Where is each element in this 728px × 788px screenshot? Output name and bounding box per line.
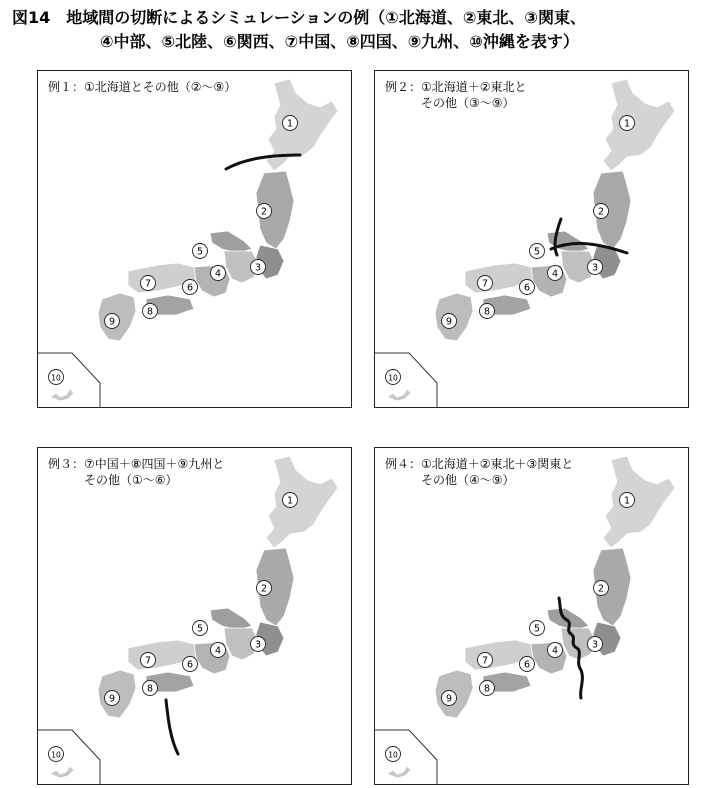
marker-number: 3	[591, 639, 599, 651]
marker-number: 7	[144, 655, 152, 667]
region-number-marker	[386, 370, 401, 385]
figure-title-line1: 図14 地域間の切断によるシミュレーションの例（①北海道、②東北、③関東、	[12, 8, 586, 27]
marker-number: 2	[260, 206, 268, 218]
marker-number: 8	[483, 306, 491, 318]
region-number-marker	[620, 116, 635, 131]
marker-number: 1	[623, 495, 631, 507]
marker-number: 9	[108, 316, 116, 328]
region-number-marker	[105, 314, 120, 329]
panel-example-3	[37, 447, 352, 785]
okinawa-inset-frame	[375, 730, 437, 784]
marker-number: 8	[483, 683, 491, 695]
region-number-marker	[594, 581, 609, 596]
japan-map	[375, 448, 688, 784]
region-number-marker	[588, 260, 603, 275]
marker-number: 10	[388, 373, 398, 383]
marker-number: 6	[523, 282, 531, 294]
region-number-marker	[548, 266, 563, 281]
panel-caption	[385, 79, 527, 111]
marker-number: 5	[533, 246, 541, 258]
region-hokkaido	[603, 79, 675, 171]
marker-number: 1	[286, 118, 294, 130]
marker-number: 3	[254, 262, 262, 274]
region-number-marker	[283, 493, 298, 508]
marker-number: 9	[445, 316, 453, 328]
marker-number: 3	[591, 262, 599, 274]
region-number-marker	[520, 280, 535, 295]
region-number-marker	[183, 280, 198, 295]
marker-number: 1	[286, 495, 294, 507]
marker-number: 2	[597, 583, 605, 595]
okinawa-inset-frame	[38, 353, 100, 407]
region-hokuriku	[210, 231, 252, 253]
region-okinawa	[50, 766, 74, 778]
marker-number: 10	[388, 750, 398, 760]
region-number-marker	[442, 314, 457, 329]
panel-example-2	[374, 70, 689, 408]
marker-number: 4	[551, 268, 559, 280]
region-number-marker	[141, 653, 156, 668]
region-number-marker	[480, 304, 495, 319]
marker-number: 8	[146, 306, 154, 318]
region-number-marker	[478, 653, 493, 668]
region-number-marker	[588, 637, 603, 652]
region-number-marker	[211, 266, 226, 281]
region-number-marker	[105, 691, 120, 706]
cut-line	[166, 700, 178, 754]
okinawa-inset-frame	[38, 730, 100, 784]
marker-number: 1	[623, 118, 631, 130]
figure-title	[12, 6, 718, 54]
region-number-marker	[183, 657, 198, 672]
caption-line2: その他（④～⑨）	[421, 473, 515, 487]
marker-number: 5	[533, 623, 541, 635]
japan-map	[375, 71, 688, 407]
caption-line1: 例２：①北海道＋②東北と	[385, 80, 527, 94]
caption-line2: その他（③～⑨）	[421, 96, 515, 110]
marker-number: 6	[523, 659, 531, 671]
region-okinawa	[50, 389, 74, 401]
region-number-marker	[480, 681, 495, 696]
region-number-marker	[478, 276, 493, 291]
marker-number: 2	[597, 206, 605, 218]
region-number-marker	[548, 643, 563, 658]
marker-number: 7	[144, 278, 152, 290]
region-number-marker	[193, 244, 208, 259]
panel-caption	[385, 456, 573, 488]
region-number-marker	[520, 657, 535, 672]
region-number-marker	[251, 637, 266, 652]
panel-example-4	[374, 447, 689, 785]
region-number-marker	[143, 304, 158, 319]
marker-number: 7	[481, 655, 489, 667]
marker-number: 9	[445, 693, 453, 705]
region-hokuriku	[210, 608, 252, 630]
marker-number: 9	[108, 693, 116, 705]
region-okinawa	[387, 766, 411, 778]
marker-number: 7	[481, 278, 489, 290]
japan-map	[38, 71, 351, 407]
marker-number: 5	[196, 623, 204, 635]
region-number-marker	[386, 747, 401, 762]
caption-line1: 例３：⑦中国＋⑧四国＋⑨九州と	[48, 457, 225, 471]
marker-number: 4	[214, 645, 222, 657]
region-number-marker	[620, 493, 635, 508]
region-number-marker	[49, 747, 64, 762]
region-number-marker	[442, 691, 457, 706]
panel-caption	[48, 456, 224, 488]
marker-number: 4	[214, 268, 222, 280]
region-number-marker	[283, 116, 298, 131]
region-number-marker	[530, 621, 545, 636]
region-number-marker	[49, 370, 64, 385]
region-hokkaido	[266, 456, 338, 548]
panel-example-1	[37, 70, 352, 408]
region-number-marker	[257, 581, 272, 596]
figure-title-line2: ④中部、⑤北陸、⑥関西、⑦中国、⑧四国、⑨九州、⑩沖縄を表す）	[100, 32, 579, 51]
region-number-marker	[211, 643, 226, 658]
marker-number: 10	[51, 373, 61, 383]
marker-number: 10	[51, 750, 61, 760]
panel-caption	[48, 79, 236, 95]
caption-line1: 例４：①北海道＋②東北＋③関東と	[385, 457, 574, 471]
region-number-marker	[141, 276, 156, 291]
okinawa-inset-frame	[375, 353, 437, 407]
caption-line1: 例１：①北海道とその他（②～⑨）	[48, 80, 237, 94]
marker-number: 6	[186, 282, 194, 294]
region-hokkaido	[603, 456, 675, 548]
region-number-marker	[193, 621, 208, 636]
region-number-marker	[594, 204, 609, 219]
japan-map	[38, 448, 351, 784]
marker-number: 8	[146, 683, 154, 695]
caption-line2: その他（①～⑥）	[84, 473, 178, 487]
region-number-marker	[257, 204, 272, 219]
marker-number: 4	[551, 645, 559, 657]
region-okinawa	[387, 389, 411, 401]
marker-number: 2	[260, 583, 268, 595]
region-number-marker	[251, 260, 266, 275]
marker-number: 3	[254, 639, 262, 651]
region-number-marker	[530, 244, 545, 259]
marker-number: 6	[186, 659, 194, 671]
region-number-marker	[143, 681, 158, 696]
marker-number: 5	[196, 246, 204, 258]
